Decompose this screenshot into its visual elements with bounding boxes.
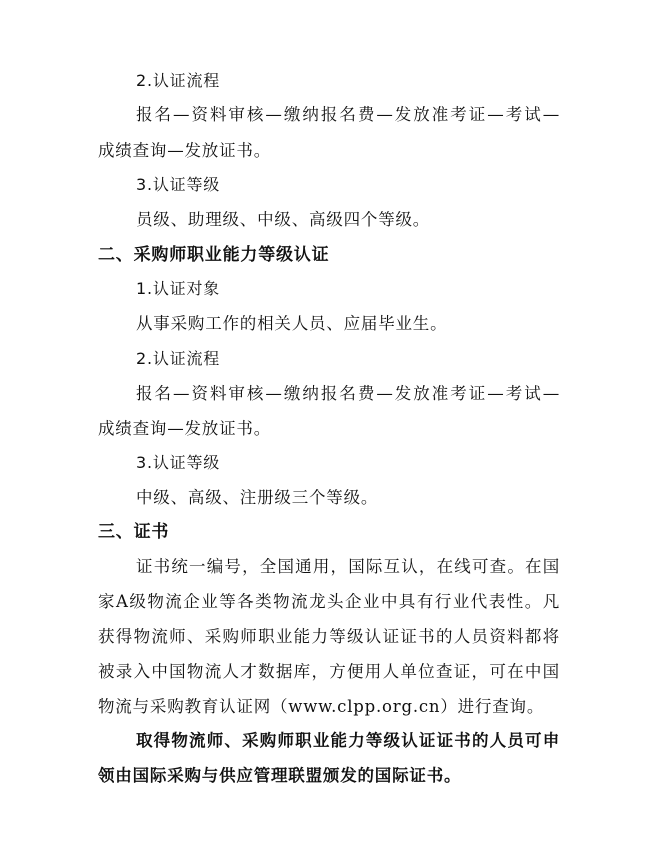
s2-flow-line2: 成绩查询—发放证书。 <box>98 419 271 438</box>
s3-para-line: 家A级物流企业等各类物流龙头企业中具有行业代表性。凡 <box>98 592 560 611</box>
s2-level-heading: 3.认证等级 <box>136 453 221 472</box>
s3-para-line: 物流与采购教育认证网（www.clpp.org.cn）进行查询。 <box>98 697 545 716</box>
s3-bold-line1: 取得物流师、采购师职业能力等级认证证书的人员可申 <box>136 731 560 750</box>
s2-section-title: 二、采购师职业能力等级认证 <box>98 245 330 265</box>
s2-flow-line1: 报名—资料审核—缴纳报名费—发放准考证—考试— <box>136 384 560 403</box>
s1-level-heading: 3.认证等级 <box>136 175 221 194</box>
s1-flow-heading: 2.认证流程 <box>136 71 221 90</box>
s3-para-line: 证书统一编号，全国通用，国际互认，在线可查。在国 <box>136 557 560 576</box>
s2-target-heading: 1.认证对象 <box>136 279 221 298</box>
s1-level-text: 员级、助理级、中级、高级四个等级。 <box>136 210 431 229</box>
s1-flow-line2: 成绩查询—发放证书。 <box>98 141 271 160</box>
s2-target-text: 从事采购工作的相关人员、应届毕业生。 <box>136 314 448 333</box>
s3-bold-line2: 领由国际采购与供应管理联盟颁发的国际证书。 <box>98 766 462 785</box>
s3-para-line: 获得物流师、采购师职业能力等级认证证书的人员资料都将 <box>98 627 560 646</box>
s1-flow-line1: 报名—资料审核—缴纳报名费—发放准考证—考试— <box>136 105 560 124</box>
s2-flow-heading: 2.认证流程 <box>136 349 221 368</box>
s3-para-line: 被录入中国物流人才数据库，方便用人单位查证，可在中国 <box>98 662 560 681</box>
s2-level-text: 中级、高级、注册级三个等级。 <box>136 488 379 507</box>
s3-section-title: 三、证书 <box>98 522 170 542</box>
